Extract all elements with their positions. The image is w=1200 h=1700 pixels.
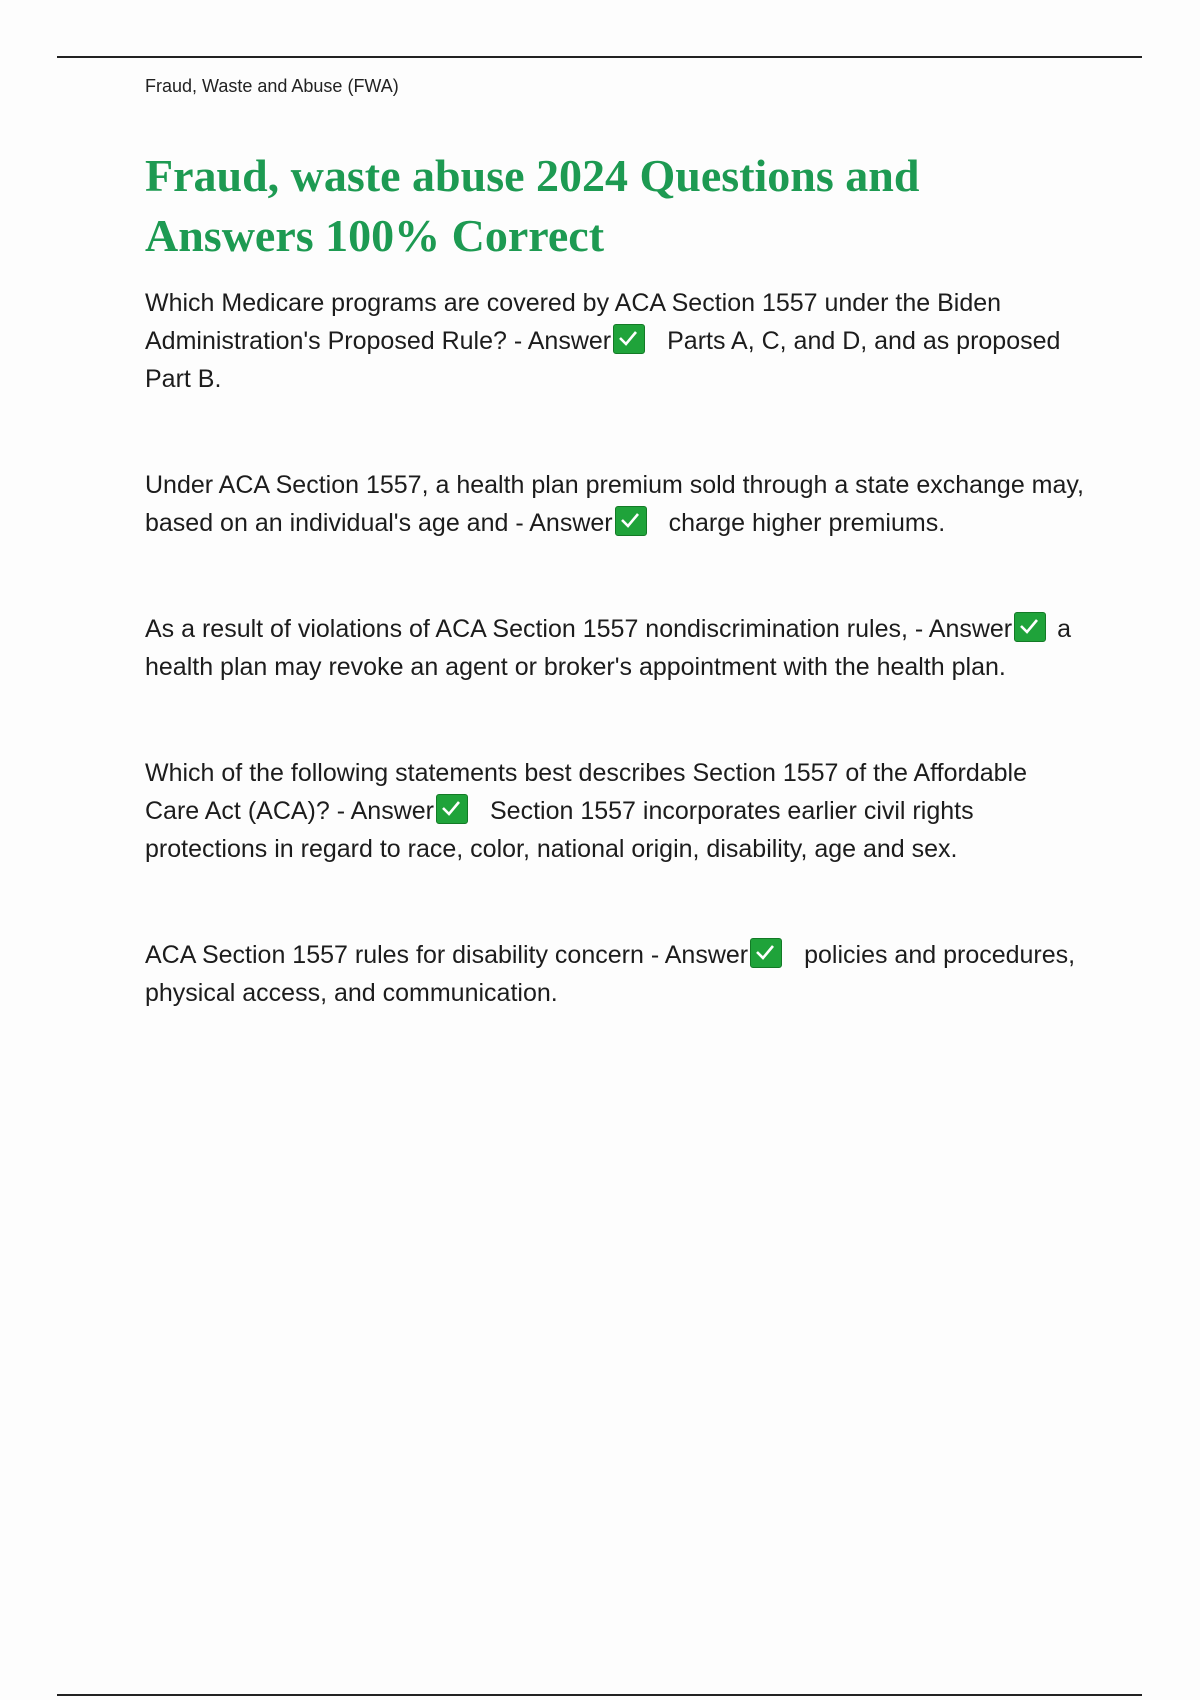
question-text: Under ACA Section 1557, a health plan premium sold through a state exchange may, based on an individual's age and	[145, 471, 1085, 537]
question-text: As a result of violations of ACA Section 1557 nondiscrimination rules,	[145, 615, 908, 643]
qa-item	[145, 936, 1085, 1012]
answer-text: Parts A, C, and D, and as proposed Part B.	[145, 327, 1061, 393]
page-title: Fraud, waste abuse 2024 Questions and Answers 100% Correct	[145, 150, 920, 261]
answer-label: - Answer	[650, 941, 749, 969]
answer-text: Section 1557 incorporates earlier civil rights protections in regard to race, color, national origin, disability, age and sex.	[145, 797, 974, 863]
check-mark-icon	[750, 938, 782, 968]
check-mark-icon	[613, 324, 645, 354]
page-content	[145, 72, 1085, 1012]
answer-label: - Answer	[515, 509, 613, 537]
qa-item	[145, 754, 1085, 868]
qa-item	[145, 284, 1085, 398]
question-text: Which of the following statements best describes Section 1557 of the Affordable Care Act (ACA)?	[145, 759, 1028, 825]
answer-label: - Answer	[513, 327, 612, 355]
answer-text: charge higher premiums.	[668, 509, 946, 537]
answer-label: - Answer	[336, 797, 434, 825]
check-mark-icon	[1014, 612, 1046, 642]
check-mark-icon	[436, 794, 468, 824]
qa-item	[145, 466, 1085, 542]
answer-label: - Answer	[914, 615, 1013, 643]
question-text: Which Medicare programs are covered by ACA Section 1557 under the Biden Administration's Proposed Rule?	[145, 289, 1002, 355]
answer-text: policies and procedures, physical access, and communication.	[145, 941, 1076, 1007]
top-rule	[57, 56, 1142, 58]
qa-item	[145, 610, 1085, 686]
check-mark-icon	[615, 506, 647, 536]
bottom-rule	[57, 1694, 1142, 1696]
page-header: Fraud, Waste and Abuse (FWA)	[145, 76, 399, 96]
answer-text: a health plan may revoke an agent or broker's appointment with the health plan.	[145, 615, 1071, 681]
question-text: ACA Section 1557 rules for disability concern	[145, 941, 644, 969]
